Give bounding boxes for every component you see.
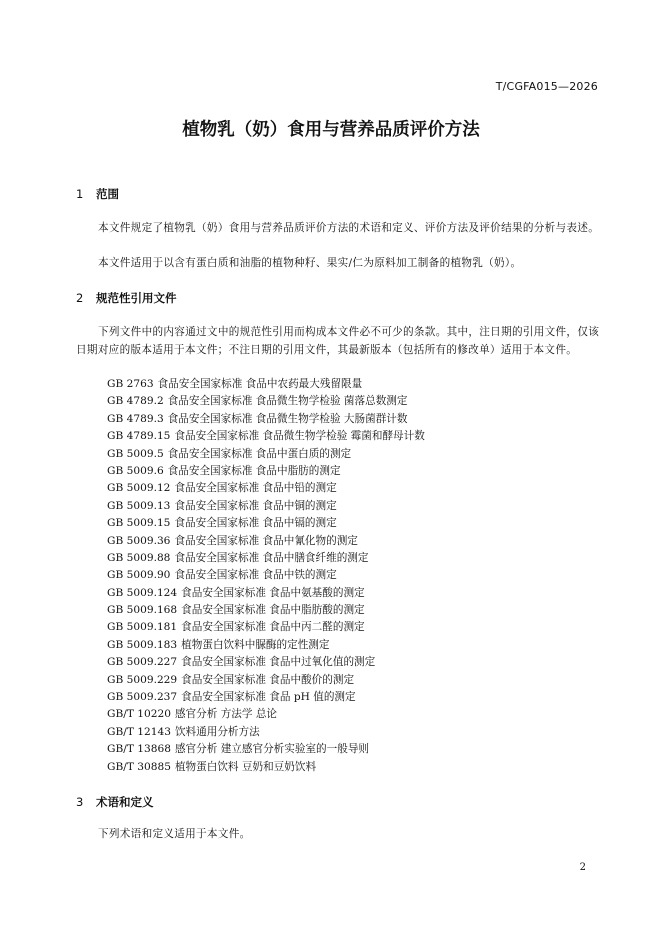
reference-item xyxy=(107,706,425,723)
reference-title: 食品安全国家标准 食品中氨基酸的测定 xyxy=(181,586,365,599)
reference-code: GB 4789.15 xyxy=(107,430,171,443)
reference-item xyxy=(107,376,425,393)
section-3-paragraph-1: 下列术语和定义适用于本文件。 xyxy=(98,828,251,840)
reference-code: GB 5009.124 xyxy=(107,586,178,599)
reference-code: GB 5009.13 xyxy=(107,499,171,512)
reference-title: 植物蛋白饮料中脲酶的定性测定 xyxy=(181,638,330,651)
reference-title: 食品安全国家标准 食品中过氧化值的测定 xyxy=(181,656,376,669)
page-number: 2 xyxy=(579,862,586,873)
reference-code: GB/T 10220 xyxy=(107,708,171,721)
reference-title: 食品安全国家标准 食品中氰化物的测定 xyxy=(174,534,358,547)
normative-references-list xyxy=(107,376,425,776)
reference-title: 食品安全国家标准 食品中膳食纤维的测定 xyxy=(174,551,369,564)
reference-title: 感官分析 方法学 总论 xyxy=(174,708,278,721)
reference-item xyxy=(107,585,425,602)
document-title: 植物乳（奶）食用与营养品质评价方法 xyxy=(182,120,480,140)
reference-title: 食品安全国家标准 食品中铅的测定 xyxy=(174,482,337,495)
reference-code: GB 5009.227 xyxy=(107,656,178,669)
reference-title: 食品安全国家标准 食品中酸价的测定 xyxy=(181,673,355,686)
section-2-paragraph-1: 下列文件中的内容通过文中的规范性引用而构成本文件必不可少的条款。其中，注日期的引用文件，仅该日期对应的版本适用于本文件；不注日期的引用文件，其最新版本（包括所有的修改单）适用于本文件。 xyxy=(76,326,600,356)
reference-title: 食品安全国家标准 食品中农药最大残留限量 xyxy=(157,378,363,390)
reference-code: GB 5009.181 xyxy=(107,621,178,634)
reference-item xyxy=(107,533,425,550)
reference-title: 感官分析 建立感官分析实验室的一般导则 xyxy=(174,743,370,756)
reference-item xyxy=(107,637,425,654)
reference-code: GB 5009.15 xyxy=(107,517,171,530)
reference-item xyxy=(107,689,425,706)
reference-code: GB 5009.88 xyxy=(107,551,171,564)
reference-code: GB 4789.2 xyxy=(107,395,164,408)
reference-code: GB 5009.168 xyxy=(107,604,178,617)
reference-code: GB 5009.237 xyxy=(107,691,178,704)
section-3-heading xyxy=(76,794,154,810)
section-title: 术语和定义 xyxy=(96,795,154,809)
reference-title: 食品安全国家标准 食品中脂肪酸的测定 xyxy=(181,604,365,617)
reference-code: GB 5009.36 xyxy=(107,534,171,547)
reference-item xyxy=(107,498,425,515)
reference-item xyxy=(107,411,425,428)
section-1-paragraph-1: 本文件规定了植物乳（奶）食用与营养品质评价方法的术语和定义、评价方法及评价结果的分析与表述。 xyxy=(98,222,600,234)
reference-title: 饮料通用分析方法 xyxy=(174,725,260,738)
section-title: 范围 xyxy=(96,187,119,201)
reference-code: GB 5009.90 xyxy=(107,569,171,582)
section-number: 2 xyxy=(76,291,84,305)
section-1-paragraph-2: 本文件适用于以含有蛋白质和油脂的植物种籽、果实/仁为原料加工制备的植物乳（奶）。 xyxy=(98,257,522,269)
reference-item xyxy=(107,428,425,445)
reference-title: 食品安全国家标准 食品微生物学检验 大肠菌群计数 xyxy=(167,412,408,425)
reference-code: GB/T 12143 xyxy=(107,725,171,738)
reference-title: 食品安全国家标准 食品中铜的测定 xyxy=(174,499,337,512)
reference-title: 食品安全国家标准 食品中丙二醛的测定 xyxy=(181,621,365,634)
reference-code: GB 5009.6 xyxy=(107,464,164,477)
reference-code: GB 5009.12 xyxy=(107,482,171,495)
section-1-heading xyxy=(76,186,119,202)
reference-code: GB 5009.5 xyxy=(107,447,164,460)
reference-title: 食品安全国家标准 食品微生物学检验 菌落总数测定 xyxy=(167,395,408,408)
reference-item xyxy=(107,759,425,776)
section-number: 1 xyxy=(76,187,84,201)
reference-item xyxy=(107,567,425,584)
section-title: 规范性引用文件 xyxy=(96,291,177,305)
reference-title: 食品安全国家标准 食品中铁的测定 xyxy=(174,569,337,582)
reference-item xyxy=(107,446,425,463)
reference-title: 食品安全国家标准 食品 pH 值的测定 xyxy=(181,691,356,704)
section-number: 3 xyxy=(76,795,84,809)
reference-item xyxy=(107,602,425,619)
reference-title: 植物蛋白饮料 豆奶和豆奶饮料 xyxy=(174,760,317,773)
document-code: T/CGFA015—2026 xyxy=(495,80,598,93)
reference-code: GB 5009.229 xyxy=(107,673,178,686)
reference-item xyxy=(107,480,425,497)
reference-title: 食品安全国家标准 食品中脂肪的测定 xyxy=(167,464,341,477)
reference-item xyxy=(107,724,425,741)
reference-item xyxy=(107,550,425,567)
reference-title: 食品安全国家标准 食品中蛋白质的测定 xyxy=(167,447,352,460)
reference-code: GB/T 30885 xyxy=(107,760,171,773)
reference-title: 食品安全国家标准 食品中镉的测定 xyxy=(174,517,337,530)
reference-item xyxy=(107,463,425,480)
reference-item xyxy=(107,619,425,636)
section-2-heading xyxy=(76,290,177,306)
reference-code: GB 2763 xyxy=(107,378,154,390)
reference-code: GB/T 13868 xyxy=(107,743,171,756)
reference-item xyxy=(107,741,425,758)
reference-code: GB 4789.3 xyxy=(107,412,164,425)
reference-title: 食品安全国家标准 食品微生物学检验 霉菌和酵母计数 xyxy=(174,430,425,443)
reference-item xyxy=(107,672,425,689)
reference-item xyxy=(107,654,425,671)
reference-item xyxy=(107,515,425,532)
reference-code: GB 5009.183 xyxy=(107,638,178,651)
reference-item xyxy=(107,393,425,410)
